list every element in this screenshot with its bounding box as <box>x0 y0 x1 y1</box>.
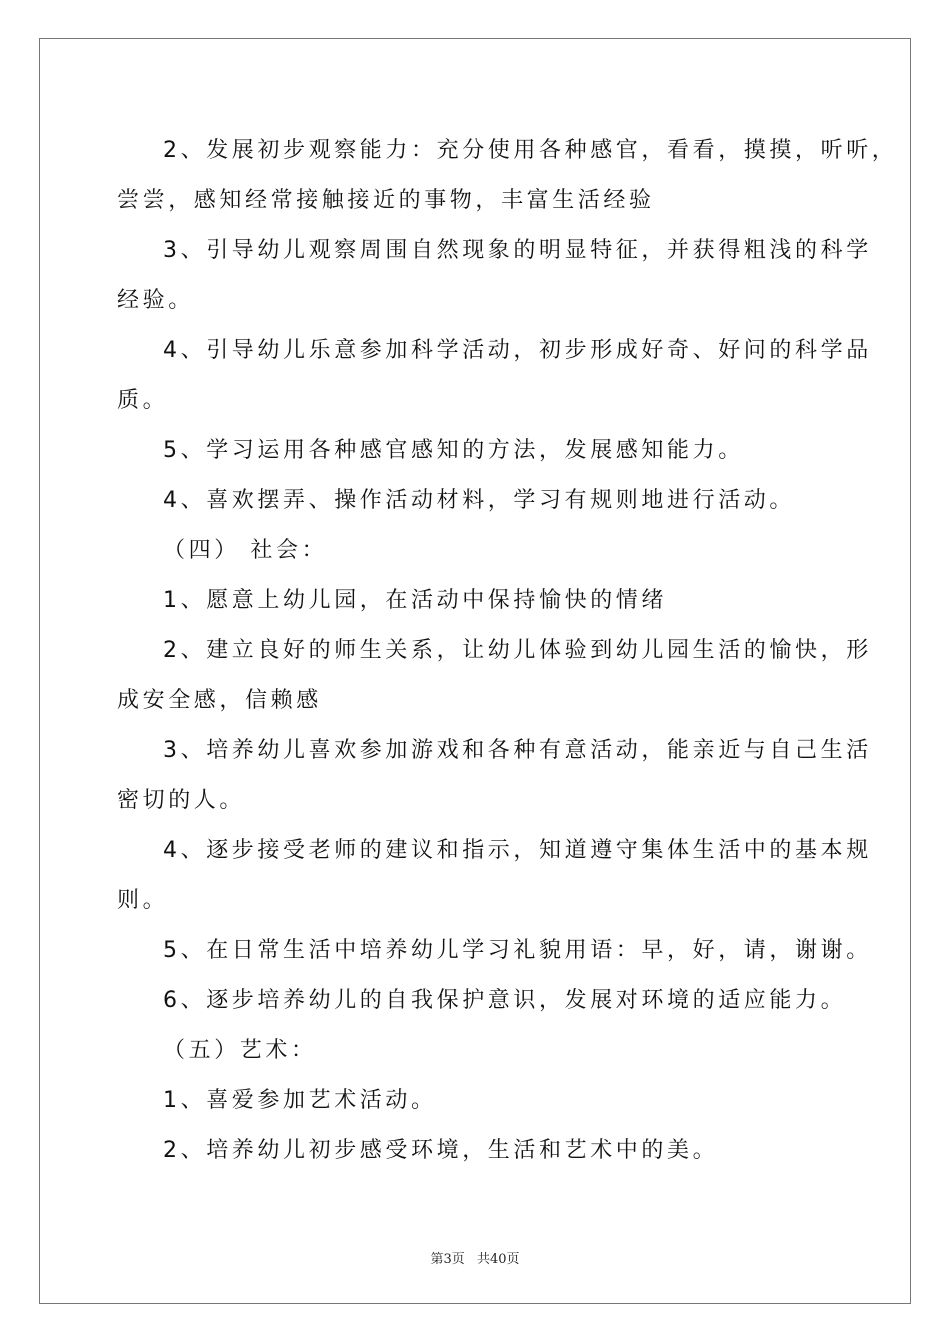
document-body <box>117 126 898 1176</box>
text-line: 4、逐步接受老师的建议和指示，知道遵守集体生活中的基本规 <box>163 838 872 863</box>
text-line: 则。 <box>117 888 169 913</box>
text-line: 1、愿意上幼儿园，在活动中保持愉快的情绪 <box>163 588 667 613</box>
text-line: 质。 <box>117 388 169 413</box>
text-line: 4、喜欢摆弄、操作活动材料，学习有规则地进行活动。 <box>163 488 795 513</box>
text-line: 2、培养幼儿初步感受环境，生活和艺术中的美。 <box>163 1138 719 1163</box>
page-number: 第3页 <box>430 1252 465 1267</box>
text-line: 密切的人。 <box>117 788 246 813</box>
text-line: 成安全感，信赖感 <box>117 688 322 713</box>
text-line: 5、学习运用各种感官感知的方法，发展感知能力。 <box>163 438 744 463</box>
text-line: 2、发展初步观察能力：充分使用各种感官，看看，摸摸，听听， <box>163 138 898 163</box>
text-line: 5、在日常生活中培养幼儿学习礼貌用语：早，好，请，谢谢。 <box>163 938 872 963</box>
text-line: 尝尝，感知经常接触接近的事物，丰富生活经验 <box>117 188 655 213</box>
text-line: 4、引导幼儿乐意参加科学活动，初步形成好奇、好问的科学品 <box>163 338 872 363</box>
section-heading: （五）艺术： <box>163 1038 317 1063</box>
text-line: 3、培养幼儿喜欢参加游戏和各种有意活动，能亲近与自己生活 <box>163 738 872 763</box>
page-total: 共40页 <box>476 1252 520 1267</box>
text-line: 经验。 <box>117 288 194 313</box>
section-heading: （四） 社会： <box>163 538 328 563</box>
text-line: 1、喜爱参加艺术活动。 <box>163 1088 437 1113</box>
text-line: 2、建立良好的师生关系，让幼儿体验到幼儿园生活的愉快，形 <box>163 638 872 663</box>
text-line: 6、逐步培养幼儿的自我保护意识，发展对环境的适应能力。 <box>163 988 847 1013</box>
page-footer <box>0 1248 950 1267</box>
text-line: 3、引导幼儿观察周围自然现象的明显特征，并获得粗浅的科学 <box>163 238 872 263</box>
